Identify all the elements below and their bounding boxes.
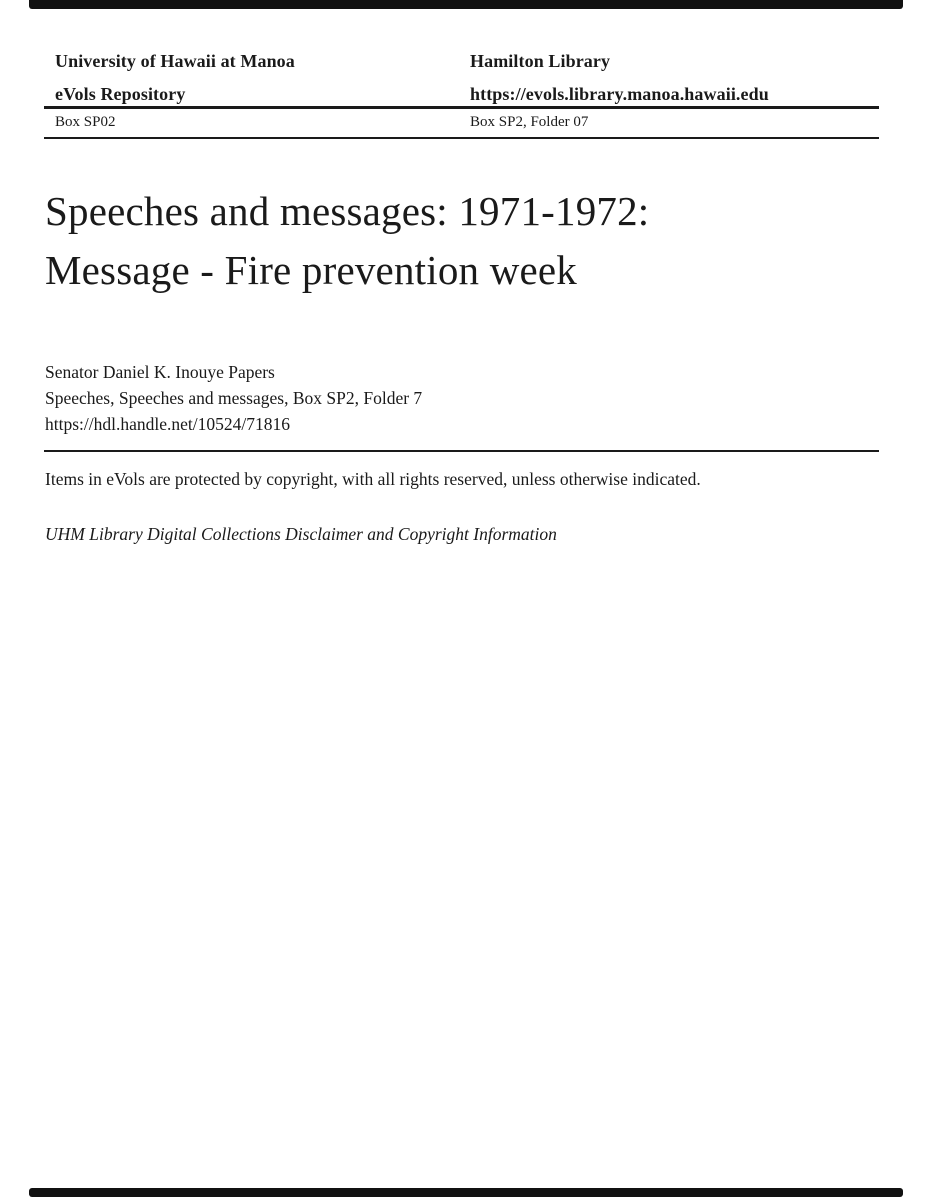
- document-title-line1: Speeches and messages: 1971-1972:: [45, 188, 650, 234]
- document-title-line2: Message - Fire prevention week: [45, 247, 577, 293]
- handle-link[interactable]: [45, 411, 422, 437]
- rights-divider: [44, 450, 879, 452]
- header-divider-bottom: [44, 137, 879, 139]
- folder-label: Box SP2, Folder 07: [470, 114, 589, 130]
- repository-url: https://evols.library.manoa.hawaii.edu: [470, 84, 769, 104]
- rights-notice: Items in eVols are protected by copyright, with all rights reserved, unless otherwise indicated.: [45, 469, 701, 489]
- disclaimer-link[interactable]: [45, 523, 557, 545]
- repository-name: eVols Repository: [55, 84, 186, 104]
- citation-collection: Senator Daniel K. Inouye Papers: [45, 362, 275, 382]
- header-divider-top: [44, 106, 879, 109]
- handle-url-text[interactable]: https://hdl.handle.net/10524/71816: [45, 414, 290, 434]
- citation-block: [45, 359, 422, 437]
- institution-name: University of Hawaii at Manoa: [55, 51, 295, 71]
- scan-artifact-top-bar: [29, 0, 903, 9]
- box-label: Box SP02: [55, 114, 116, 130]
- disclaimer-link-text[interactable]: UHM Library Digital Collections Disclaimer and Copyright Information: [45, 524, 557, 544]
- library-name: Hamilton Library: [470, 51, 611, 71]
- scan-artifact-bottom-bar: [29, 1188, 903, 1197]
- citation-series: Speeches, Speeches and messages, Box SP2, Folder 7: [45, 388, 423, 408]
